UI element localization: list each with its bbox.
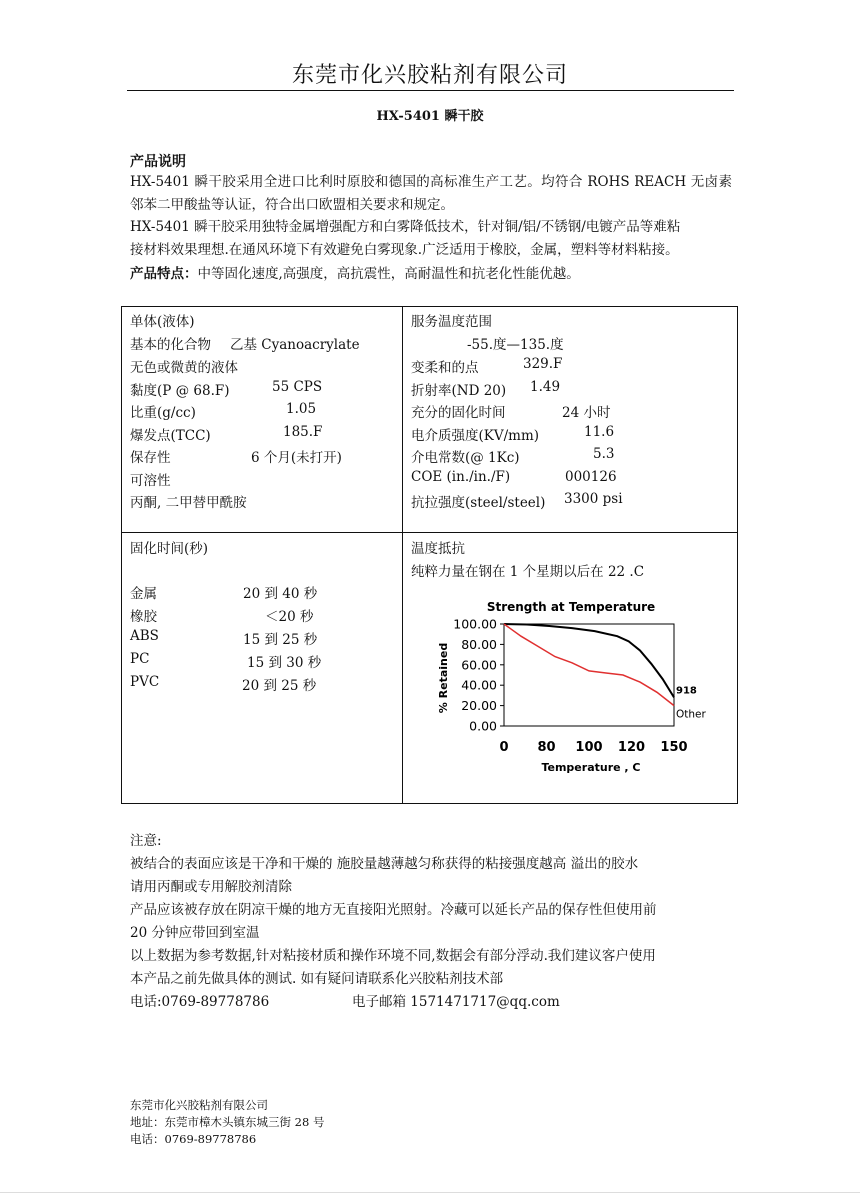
- company-title: 东莞市化兴胶粘剂有限公司: [291, 63, 568, 88]
- description-para-2-line-2: 接材料效果理想.在通风环境下有效避免白雾现象.广泛适用于橡胶，金属，塑料等材料粘接。: [130, 242, 679, 258]
- strength-chart-svg: [436, 594, 716, 779]
- description-heading: 产品说明: [130, 154, 186, 170]
- chart-y-tick-label: 20.00: [461, 698, 497, 714]
- specs-left-title: 单体(液体): [130, 314, 195, 330]
- description-para-2-line-1: HX-5401 瞬干胶采用独特金属增强配方和白雾降低技术，针对铜/铝/不锈钢/电镀产品等难粘: [130, 219, 681, 235]
- notes-line-6: 本产品之前先做具体的测试. 如有疑问请联系化兴胶粘剂技术部: [130, 971, 504, 987]
- refractive-value: 1.49: [530, 379, 561, 395]
- notes-heading: 注意:: [130, 833, 162, 849]
- gravity-value: 1.05: [286, 401, 317, 417]
- strength-chart: [436, 594, 716, 779]
- chart-y-tick-label: 100.00: [453, 616, 497, 632]
- cure-row-material: PC: [130, 651, 150, 667]
- compound-label: 基本的化合物: [130, 337, 211, 353]
- shelf-label: 保存性: [130, 450, 171, 466]
- cure-row-material: ABS: [130, 628, 159, 644]
- softening-value: 329.F: [523, 356, 563, 372]
- description-para-2: [130, 216, 732, 262]
- dielectric-strength-label: 电介质强度(KV/mm): [411, 428, 540, 444]
- title-divider: [127, 90, 734, 91]
- chart-x-tick-label: 80: [537, 740, 556, 755]
- chart-title: Strength at Temperature: [486, 600, 656, 614]
- flash-value: 185.F: [283, 424, 323, 440]
- cure-row-material: PVC: [130, 674, 160, 690]
- dielectric-constant-value: 5.3: [593, 446, 615, 462]
- notes-line-2: 请用丙酮或专用解胶剂清除: [130, 879, 292, 895]
- notes-line-3: 产品应该被存放在阴凉干燥的地方无直接阳光照射。冷藏可以延长产品的保存性但使用前: [130, 902, 657, 918]
- temperature-resistance-title: 温度抵抗: [411, 541, 465, 557]
- cure-times-title: 固化时间(秒): [130, 541, 209, 557]
- refractive-label: 折射率(ND 20): [411, 383, 507, 399]
- features-text: 中等固化速度,高强度，高抗震性，高耐温性和抗老化性能优越。: [197, 266, 580, 282]
- tensile-value: 3300 psi: [564, 491, 623, 507]
- cure-row-time: 15 到 30 秒: [247, 655, 322, 671]
- chart-x-tick-label: 0: [499, 740, 509, 755]
- temperature-resistance-subtitle: 纯粹力量在钢在 1 个星期以后在 22 .C: [411, 564, 645, 580]
- description-para-1: HX-5401 瞬干胶采用全进口比利时原胶和德国的高标准生产工艺。均符合 ROHS REACH 无卤素 邻苯二甲酸盐等认证，符合出口欧盟相关要求和规定。: [130, 174, 732, 213]
- dielectric-strength-value: 11.6: [584, 424, 615, 440]
- chart-ylabel: % Retained: [437, 642, 450, 714]
- cure-row-time: ＜20 秒: [265, 609, 314, 625]
- specs-right-title: 服务温度范围: [411, 314, 492, 330]
- appearance-text: 无色或微黄的液体: [130, 360, 238, 376]
- cure-row-material: 金属: [130, 586, 157, 602]
- page-bottom-edge: [0, 1192, 860, 1193]
- chart-y-tick-label: 60.00: [461, 657, 497, 673]
- chart-xlabel: Temperature , C: [541, 761, 641, 774]
- features-line: [130, 262, 580, 282]
- gravity-label: 比重(g/cc): [130, 405, 196, 421]
- cure-row-time: 20 到 40 秒: [243, 586, 318, 602]
- footer-address: 地址：东莞市樟木头镇东城三街 28 号: [130, 1115, 325, 1129]
- notes-line-1: 被结合的表面应该是干净和干燥的 施胶量越薄越匀称获得的粘接强度越高 溢出的胶水: [130, 856, 639, 872]
- spec-table-horizontal-divider: [121, 532, 738, 533]
- chart-series-line: [504, 624, 674, 706]
- chart-x-tick-label: 120: [617, 740, 646, 755]
- cure-row-time: 20 到 25 秒: [242, 678, 317, 694]
- chart-x-tick-label: 100: [575, 740, 603, 755]
- cure-label: 充分的固化时间: [411, 405, 506, 421]
- chart-y-tick-label: 0.00: [469, 718, 497, 734]
- viscosity-value: 55 CPS: [272, 379, 323, 395]
- chart-series-label: Other: [676, 708, 706, 721]
- chart-y-tick-label: 40.00: [461, 677, 497, 693]
- coe-value: 000126: [565, 469, 617, 485]
- chart-plot-frame: [504, 624, 674, 726]
- solvent-label: 可溶性: [130, 473, 171, 489]
- cure-value: 24 小时: [562, 405, 611, 421]
- spec-table-vertical-divider: [402, 306, 403, 804]
- shelf-value: 6 个月(未打开): [251, 450, 342, 466]
- solvent-value: 丙酮, 二甲替甲酰胺: [130, 495, 247, 511]
- contact-email: 电子邮箱 1571471717@qq.com: [352, 994, 560, 1010]
- notes-line-5: 以上数据为参考数据,针对粘接材质和操作环境不同,数据会有部分浮动.我们建议客户使用: [130, 948, 656, 964]
- compound-value: 乙基 Cyanoacrylate: [230, 337, 360, 353]
- cure-row-time: 15 到 25 秒: [243, 632, 318, 648]
- footer-company: 东莞市化兴胶粘剂有限公司: [130, 1098, 268, 1112]
- chart-x-tick-label: 150: [660, 740, 688, 755]
- chart-series-label: 918: [676, 685, 697, 697]
- contact-phone: 电话:0769-89778786: [130, 994, 270, 1010]
- chart-y-tick-label: 80.00: [461, 636, 497, 652]
- product-title: HX-5401 瞬干胶: [376, 109, 484, 124]
- notes-line-4: 20 分钟应带回到室温: [130, 925, 260, 941]
- flash-label: 爆发点(TCC): [130, 428, 211, 444]
- coe-label: COE (in./in./F): [411, 469, 511, 485]
- viscosity-label: 黏度(P @ 68.F): [130, 383, 230, 399]
- dielectric-constant-label: 介电常数(@ 1Kc): [411, 450, 520, 466]
- temp-range-value: -55.度—135.度: [467, 337, 564, 353]
- cure-row-material: 橡胶: [130, 609, 157, 625]
- features-label: 产品特点：: [130, 266, 198, 282]
- footer-phone: 电话：0769-89778786: [130, 1132, 257, 1146]
- tensile-label: 抗拉强度(steel/steel): [411, 495, 546, 511]
- softening-label: 变柔和的点: [411, 360, 479, 376]
